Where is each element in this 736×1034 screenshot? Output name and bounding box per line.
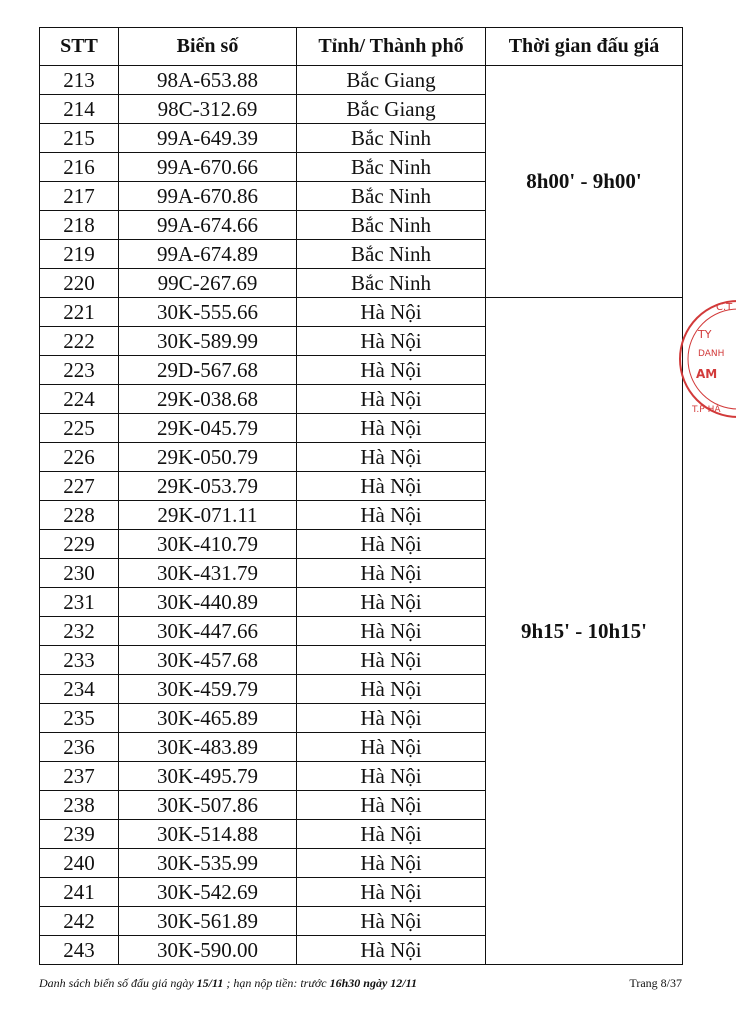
province-cell: Hà Nội — [297, 704, 486, 733]
province-cell: Hà Nội — [297, 907, 486, 936]
plate-cell: 99A-670.86 — [119, 182, 297, 211]
plate-cell: 30K-542.69 — [119, 878, 297, 907]
stt-cell: 223 — [40, 356, 119, 385]
header-plate: Biển số — [119, 28, 297, 66]
header-auction-time: Thời gian đấu giá — [486, 28, 683, 66]
stt-cell: 228 — [40, 501, 119, 530]
stt-cell: 242 — [40, 907, 119, 936]
plate-cell: 30K-507.86 — [119, 791, 297, 820]
stt-cell: 231 — [40, 588, 119, 617]
stt-cell: 220 — [40, 269, 119, 298]
stt-cell: 222 — [40, 327, 119, 356]
footer-note — [39, 976, 417, 991]
stt-cell: 229 — [40, 530, 119, 559]
stt-cell: 234 — [40, 675, 119, 704]
stt-cell: 227 — [40, 472, 119, 501]
table-row — [40, 66, 683, 95]
province-cell: Hà Nội — [297, 617, 486, 646]
plate-cell: 30K-561.89 — [119, 907, 297, 936]
plate-cell: 30K-514.88 — [119, 820, 297, 849]
province-cell: Hà Nội — [297, 443, 486, 472]
province-cell: Bắc Ninh — [297, 153, 486, 182]
plate-cell: 30K-495.79 — [119, 762, 297, 791]
plate-cell: 30K-589.99 — [119, 327, 297, 356]
province-cell: Hà Nội — [297, 762, 486, 791]
stt-cell: 215 — [40, 124, 119, 153]
stt-cell: 219 — [40, 240, 119, 269]
stamp-line-3: DANH — [698, 349, 725, 359]
plate-cell: 29D-567.68 — [119, 356, 297, 385]
plate-cell: 99A-674.66 — [119, 211, 297, 240]
plate-cell: 30K-447.66 — [119, 617, 297, 646]
province-cell: Hà Nội — [297, 559, 486, 588]
province-cell: Hà Nội — [297, 414, 486, 443]
province-cell: Bắc Ninh — [297, 211, 486, 240]
province-cell: Bắc Giang — [297, 66, 486, 95]
province-cell: Hà Nội — [297, 588, 486, 617]
province-cell: Hà Nội — [297, 501, 486, 530]
plate-cell: 29K-038.68 — [119, 385, 297, 414]
stt-cell: 226 — [40, 443, 119, 472]
plate-cell: 29K-050.79 — [119, 443, 297, 472]
stt-cell: 233 — [40, 646, 119, 675]
plate-cell: 30K-410.79 — [119, 530, 297, 559]
province-cell: Hà Nội — [297, 298, 486, 327]
table-body — [40, 66, 683, 965]
plate-cell: 99A-670.66 — [119, 153, 297, 182]
province-cell: Hà Nội — [297, 820, 486, 849]
auction-table-container — [39, 27, 683, 965]
plate-cell: 99A-649.39 — [119, 124, 297, 153]
stt-cell: 243 — [40, 936, 119, 965]
province-cell: Hà Nội — [297, 936, 486, 965]
stamp-line-1: C.T — [716, 302, 733, 313]
auction-time-cell: 9h15' - 10h15' — [486, 298, 683, 965]
stamp-line-2: TY — [698, 328, 712, 341]
company-seal-stamp — [676, 288, 736, 430]
plate-cell: 30K-465.89 — [119, 704, 297, 733]
province-cell: Bắc Ninh — [297, 124, 486, 153]
plate-cell: 98C-312.69 — [119, 95, 297, 124]
stamp-line-4: AM — [696, 367, 718, 381]
footer-text-2: ; hạn nộp tiền: trước — [223, 976, 330, 990]
stt-cell: 241 — [40, 878, 119, 907]
header-province: Tỉnh/ Thành phố — [297, 28, 486, 66]
plate-cell: 99A-674.89 — [119, 240, 297, 269]
footer-text-1: Danh sách biển số đấu giá ngày — [39, 976, 197, 990]
plate-cell: 29K-045.79 — [119, 414, 297, 443]
province-cell: Hà Nội — [297, 356, 486, 385]
table-header-row — [40, 28, 683, 66]
stt-cell: 224 — [40, 385, 119, 414]
stt-cell: 236 — [40, 733, 119, 762]
header-stt: STT — [40, 28, 119, 66]
table-row — [40, 298, 683, 327]
plate-cell: 30K-457.68 — [119, 646, 297, 675]
auction-time-cell: 8h00' - 9h00' — [486, 66, 683, 298]
plate-cell: 99C-267.69 — [119, 269, 297, 298]
stt-cell: 235 — [40, 704, 119, 733]
province-cell: Bắc Ninh — [297, 269, 486, 298]
province-cell: Hà Nội — [297, 472, 486, 501]
province-cell: Hà Nội — [297, 849, 486, 878]
province-cell: Bắc Giang — [297, 95, 486, 124]
plate-cell: 30K-431.79 — [119, 559, 297, 588]
stt-cell: 221 — [40, 298, 119, 327]
stt-cell: 225 — [40, 414, 119, 443]
stt-cell: 239 — [40, 820, 119, 849]
province-cell: Hà Nội — [297, 646, 486, 675]
plate-cell: 30K-440.89 — [119, 588, 297, 617]
stt-cell: 213 — [40, 66, 119, 95]
province-cell: Bắc Ninh — [297, 240, 486, 269]
province-cell: Hà Nội — [297, 675, 486, 704]
plate-cell: 98A-653.88 — [119, 66, 297, 95]
stt-cell: 216 — [40, 153, 119, 182]
plate-cell: 30K-483.89 — [119, 733, 297, 762]
province-cell: Hà Nội — [297, 385, 486, 414]
province-cell: Bắc Ninh — [297, 182, 486, 211]
plate-cell: 29K-053.79 — [119, 472, 297, 501]
plate-cell: 29K-071.11 — [119, 501, 297, 530]
plate-cell: 30K-555.66 — [119, 298, 297, 327]
province-cell: Hà Nội — [297, 791, 486, 820]
province-cell: Hà Nội — [297, 530, 486, 559]
page-number: Trang 8/37 — [629, 976, 682, 990]
stt-cell: 214 — [40, 95, 119, 124]
stt-cell: 232 — [40, 617, 119, 646]
province-cell: Hà Nội — [297, 878, 486, 907]
plate-cell: 30K-459.79 — [119, 675, 297, 704]
auction-table — [39, 27, 683, 965]
province-cell: Hà Nội — [297, 733, 486, 762]
plate-cell: 30K-535.99 — [119, 849, 297, 878]
stt-cell: 240 — [40, 849, 119, 878]
stt-cell: 230 — [40, 559, 119, 588]
footer-date: 15/11 — [196, 976, 224, 990]
plate-cell: 30K-590.00 — [119, 936, 297, 965]
stt-cell: 218 — [40, 211, 119, 240]
footer-deadline: 16h30 ngày 12/11 — [329, 976, 417, 990]
stt-cell: 238 — [40, 791, 119, 820]
stt-cell: 237 — [40, 762, 119, 791]
province-cell: Hà Nội — [297, 327, 486, 356]
stamp-line-5: T.P HÀ — [692, 405, 721, 415]
stt-cell: 217 — [40, 182, 119, 211]
